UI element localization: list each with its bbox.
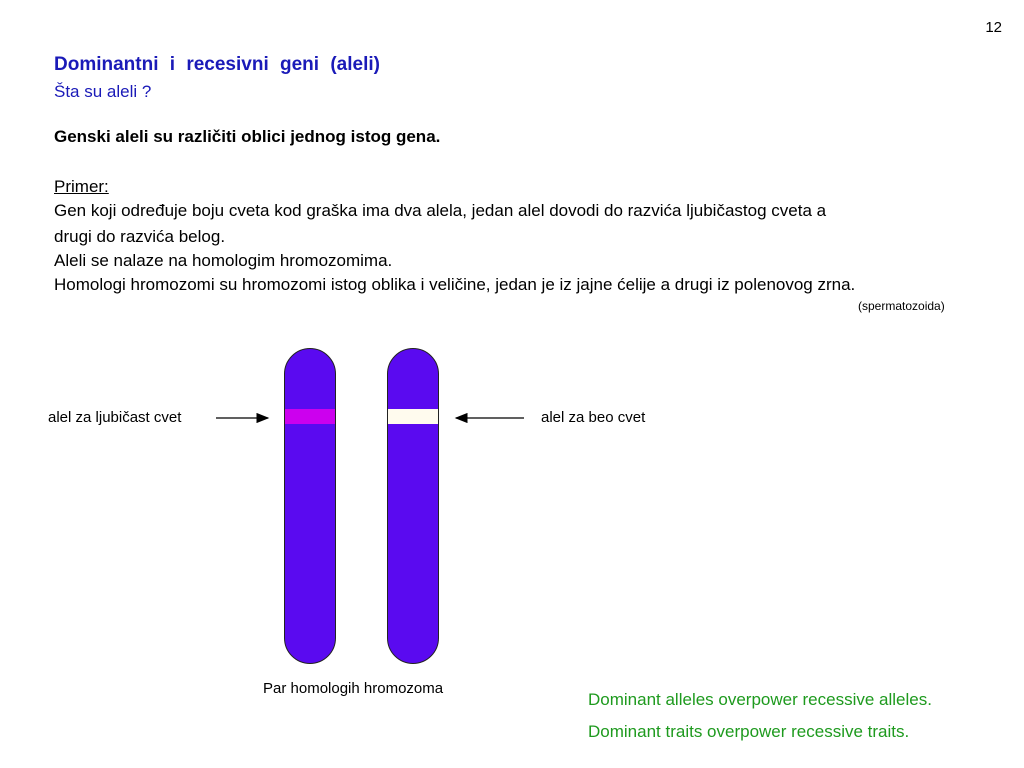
example-line: Homologi hromozomi su hromozomi istog oblika i veličine, jedan je iz jajne ćelije a drugi iz polenovog zrna. — [54, 275, 856, 294]
chromosome-caption: Par homologih hromozoma — [263, 680, 444, 697]
example-line: drugi do razvića belog. — [54, 227, 226, 246]
dominant-alleles-note: Dominant alleles overpower recessive alleles. — [588, 690, 932, 709]
definition-text: Genski aleli su različiti oblici jednog istog gena. — [54, 127, 441, 146]
example-label: Primer: — [54, 177, 109, 196]
example-line: Aleli se nalaze na homologim hromozomima. — [54, 251, 393, 270]
page-title: Dominantni i recesivni geni (aleli) — [54, 54, 380, 75]
subtitle: Šta su aleli ? — [54, 82, 152, 101]
dominant-traits-note: Dominant traits overpower recessive traits. — [588, 722, 910, 741]
example-line: Gen koji određuje boju cveta kod graška ima dva alela, jedan alel dovodi do razvića ljubičastog cveta a — [54, 201, 827, 220]
left-allele-label: alel za ljubičast cvet — [48, 409, 182, 426]
page-number: 12 — [985, 19, 1002, 36]
spermatozoida-note: (spermatozoida) — [858, 299, 945, 313]
right-allele-label: alel za beo cvet — [541, 409, 646, 426]
